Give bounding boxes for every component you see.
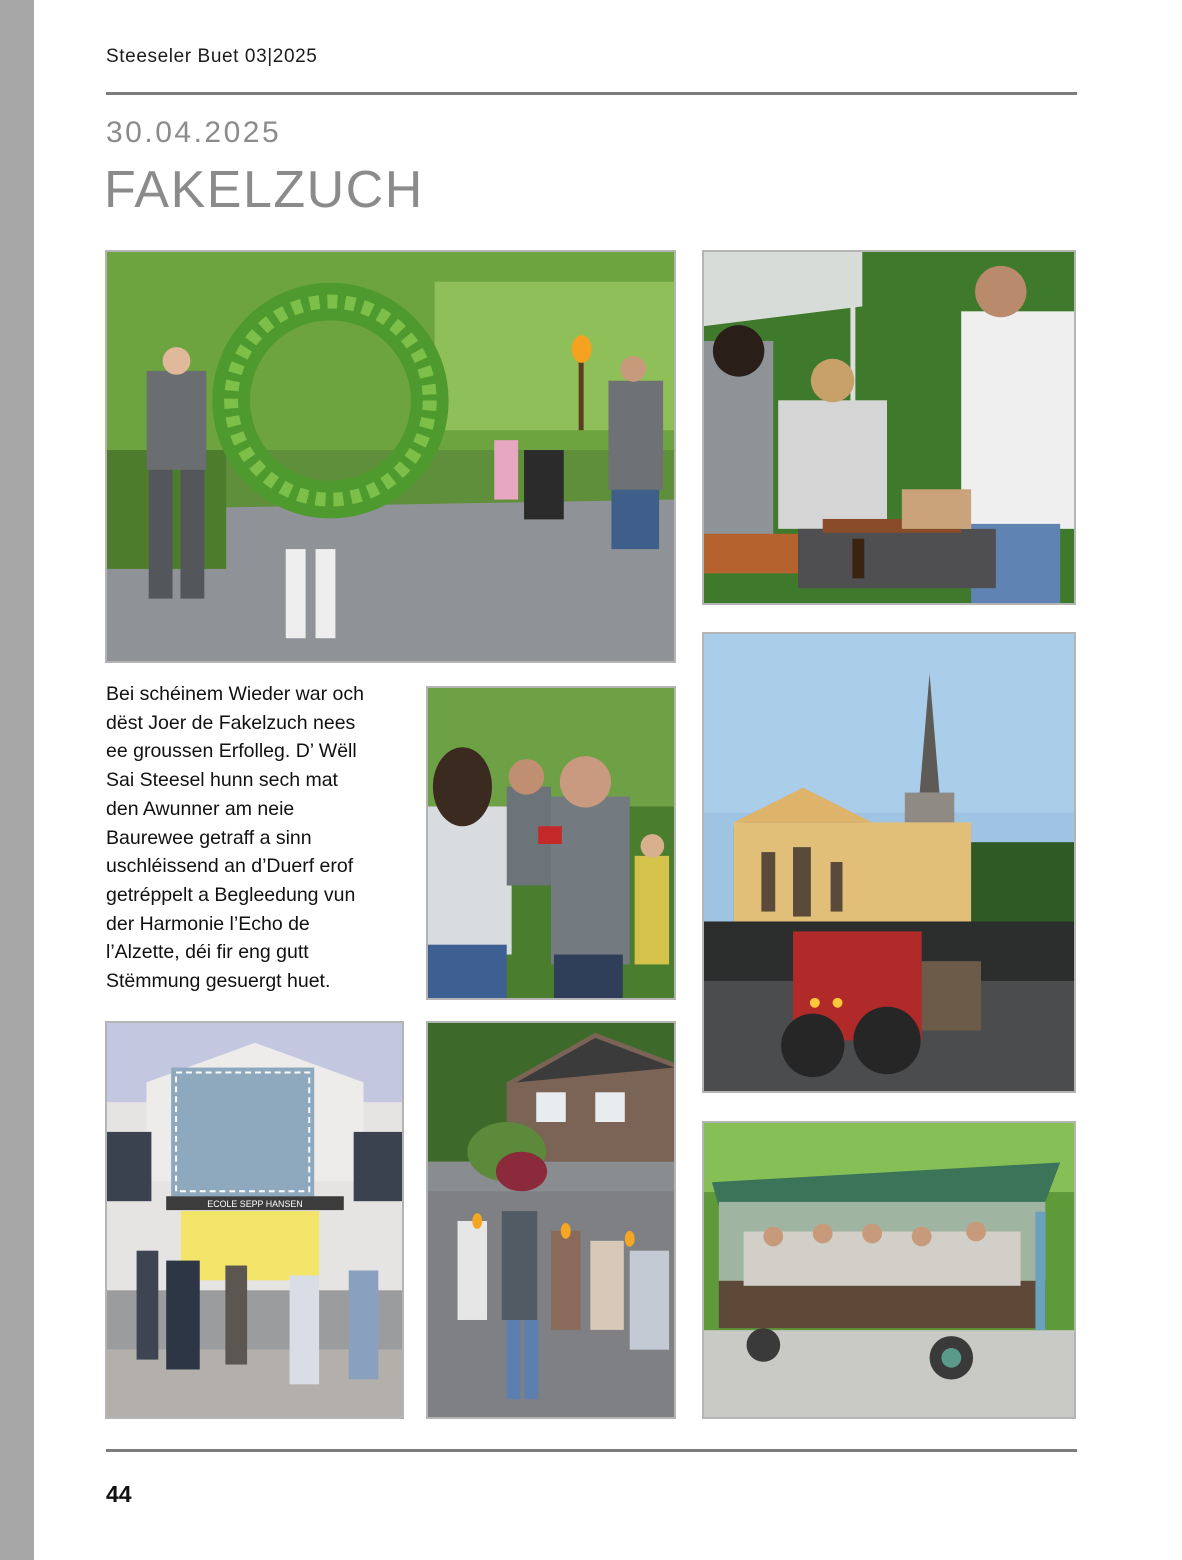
article-body-line: Bei schéinem Wieder war och — [106, 683, 364, 705]
photo-school-building — [105, 1021, 404, 1419]
article-body-line: uschléissend an d’Duerf erof — [106, 855, 354, 878]
footer-rule — [106, 1449, 1077, 1452]
photo-bbq-stand — [702, 250, 1076, 605]
photo-scouts-wreath — [105, 250, 676, 663]
photo-interview — [426, 686, 676, 1000]
article-body-line: ee groussen Erfolleg. D’ Wëll — [106, 740, 357, 763]
photo-church-tractor — [702, 632, 1076, 1093]
article-body-line: Sai Steesel hunn sech mat — [106, 769, 338, 792]
page-number: 44 — [106, 1481, 132, 1507]
article-body-line: Stëmmung gesuergt huet. — [106, 970, 331, 993]
article-body-line: getréppelt a Begleedung vun — [106, 883, 356, 906]
article-body-line: der Harmonie l’Echo de — [106, 912, 310, 935]
article-body-line: l’Alzette, déi fir eng gutt — [106, 941, 309, 964]
photo-music-trailer — [702, 1121, 1076, 1419]
photo-torch-parade — [426, 1021, 676, 1419]
article-body-line: Baurewee getraff a sinn — [106, 826, 312, 849]
header-rule — [106, 92, 1077, 95]
publication-header: Steeseler Buet 03|2025 — [106, 46, 318, 67]
article-title: FAKELZUCH — [104, 161, 424, 219]
school-sign: ECOLE SEPP HANSEN — [207, 1199, 303, 1210]
article-date: 30.04.2025 — [106, 116, 282, 149]
page-side-bar — [0, 0, 34, 1560]
article-body — [106, 680, 396, 996]
article-body-line: dëst Joer de Fakelzuch nees — [106, 711, 356, 734]
article-body-line: den Awunner am neie — [106, 797, 295, 820]
